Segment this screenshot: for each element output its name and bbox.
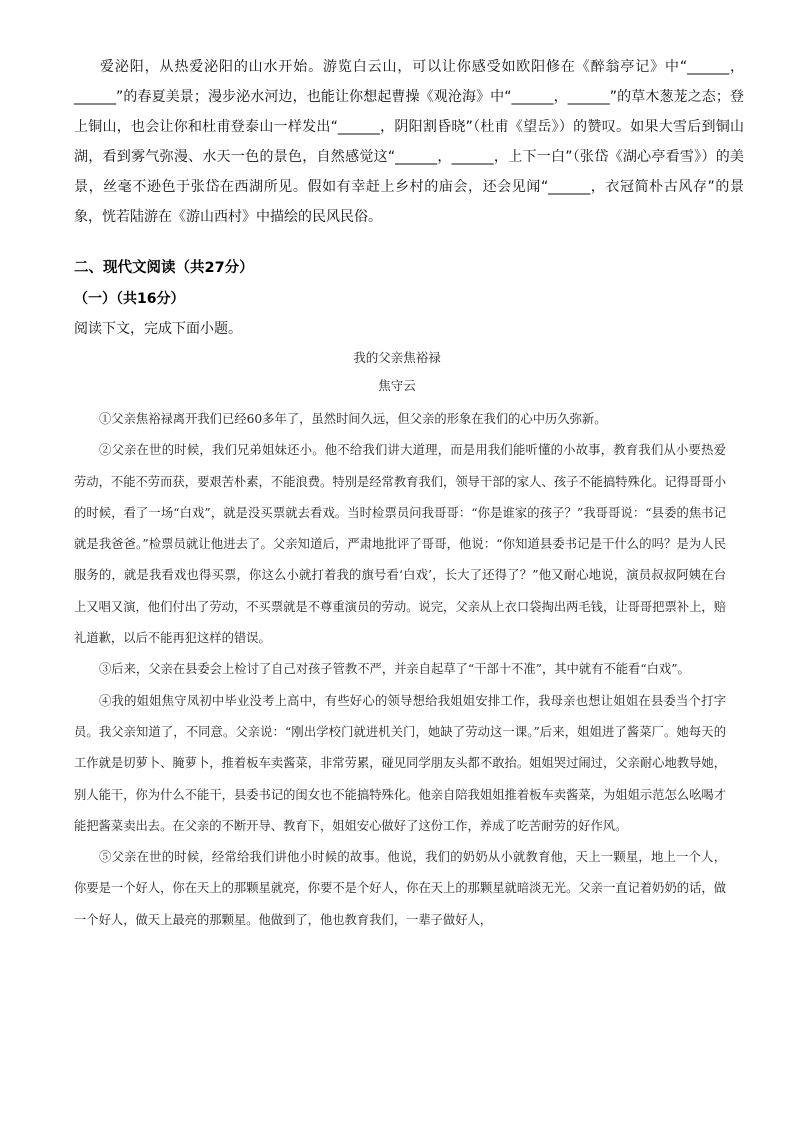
- fill-in-blank-passage: [74, 52, 744, 232]
- article-paragraph-5: ⑤父亲在世的时候，经常给我们讲他小时候的故事。他说，我们的奶奶从小就教育他，天上一颗星，地上一个人，你要是一个好人，你在天上的那颗星就亮，你要不是个好人，你在天上的那颗星就暗淡无光。父亲一直记着奶奶的话，做一个好人，做天上最亮的那颗星。他做到了，他也教育我们，一辈子做好人，: [74, 850, 726, 927]
- article-paragraph-3: ③后来，父亲在县委会上检讨了自己对孩子管教不严，并亲自起草了“干部十不准”，其中就有不能看“白戏”。: [99, 662, 690, 677]
- reading-instruction: 阅读下文，完成下面小题。: [74, 321, 242, 337]
- article-author: 焦守云: [378, 378, 416, 393]
- article-body: [74, 404, 726, 936]
- article-title: 我的父亲焦裕禄: [353, 350, 441, 365]
- fill-in-blank-text: 爱泌阳，从热爱泌阳的山水开始。游览白云山，可以让你感受如欧阳修在《醉翁亭记》中“______，______”的春夏美景；漫步泌水河边，也能让你想起曹操《观沧海》中“______，______”的草木葱茏之态；登上铜山，也会让你和杜甫登泰山一样发出“______，阴阳割昏晓”（杜甫《望岳》）的赞叹。如果大雪后到铜山湖，看到雾气弥漫、水天一色的景色，自然感觉这“______，______，上下一白”（张岱《湖心亭看雪》）的美景，丝毫不逊色于张岱在西湖所见。假如有幸赶上乡村的庙会，还会见闻“______，衣冠简朴古风存”的景象，恍若陆游在《游山西村》中描绘的民风民俗。: [74, 59, 744, 225]
- sub-section-heading: （一）（共16分）: [74, 291, 185, 307]
- article-paragraph-2: ②父亲在世的时候，我们兄弟姐妹还小。他不给我们讲大道理，而是用我们能听懂的小故事，教育我们从小要热爱劳动，不能不劳而获，要艰苦朴素，不能浪费。特别是经常教育我们，领导干部的家人、孩子不能搞特殊化。记得哥哥小的时候，看了一场“白戏”，就是没买票就去看戏。当时检票员问我哥哥：“你是谁家的孩子？”我哥哥说：“县委的焦书记就是我爸爸。”检票员就让他进去了。父亲知道后，严肃地批评了哥哥，他说：“你知道县委书记是干什么的吗？是为人民服务的，就是我看戏也得买票，你这么小就打着我的旗号看‘白戏’，长大了还得了？”他又耐心地说，演员叔叔阿姨在台上又唱又演，他们付出了劳动，不买票就是不尊重演员的劳动。说完，父亲从上衣口袋掏出两毛钱，让哥哥把票补上，赔礼道歉，以后不能再犯这样的错误。: [74, 443, 726, 646]
- article-paragraph-1: ①父亲焦裕禄离开我们已经60多年了，虽然时间久远，但父亲的形象在我们的心中历久弥新。: [99, 412, 607, 426]
- article-paragraph-4: ④我的姐姐焦守凤初中毕业没考上高中，有些好心的领导想给我姐姐安排工作，我母亲也想让姐姐在县委当个打字员。我父亲知道了，不同意。父亲说：“刚出学校门就进机关门，她缺了劳动这一课。”后来，姐姐进了酱菜厂。她每天的工作就是切萝卜、腌萝卜，推着板车卖酱菜，非常劳累，碰见同学朋友头都不敢抬。姐姐哭过闹过，父亲耐心地教导她，别人能干，你为什么不能干，县委书记的闺女也不能搞特殊化。他亲自陪我姐姐推着板车卖酱菜，为姐姐示范怎么吆喝才能把酱菜卖出去。在父亲的不断开导、教育下，姐姐安心做好了这份工作，养成了吃苦耐劳的好作风。: [74, 693, 726, 833]
- section-heading: 二、现代文阅读（共27分）: [74, 260, 254, 276]
